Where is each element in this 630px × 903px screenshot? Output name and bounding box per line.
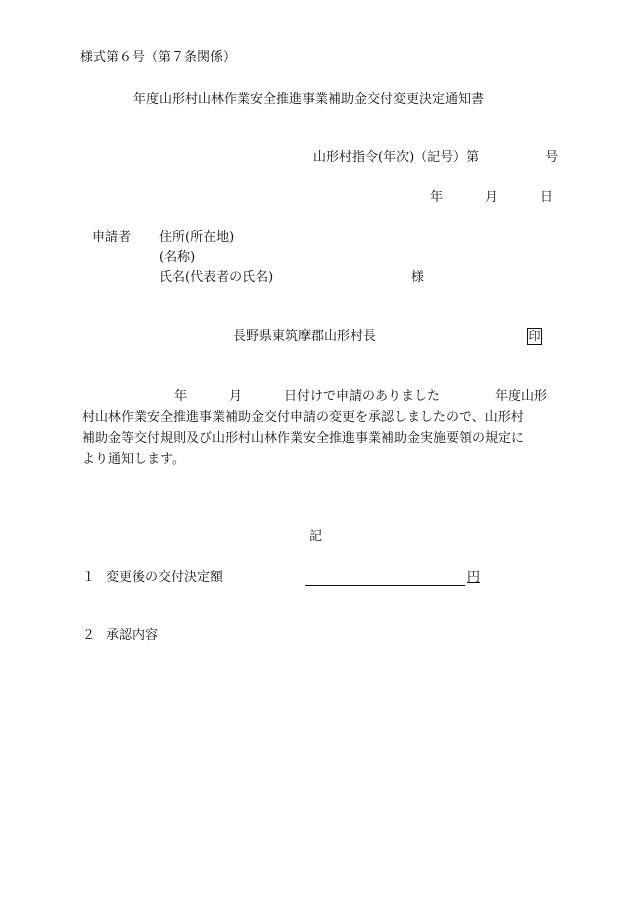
applicant-address: 住所(所在地) — [159, 230, 235, 245]
date-year: 年 — [430, 190, 444, 205]
date-month: 月 — [485, 190, 499, 205]
document-title: 年度山形村山林作業安全推進事業補助金交付変更決定通知書 — [133, 92, 485, 107]
issuer-name: 長野県東筑摩郡山形村長 — [233, 329, 377, 344]
item-1-number: １ — [82, 570, 96, 585]
amount-field — [305, 570, 480, 586]
applicant-name-org: (名称) — [159, 250, 196, 265]
issue-date — [430, 190, 553, 206]
body-text2: 年度山形 — [495, 389, 548, 404]
item-2-number: ２ — [82, 628, 96, 643]
body-line-2: 村山林作業安全推進事業補助金交付申請の変更を承認しましたので、山形村 — [82, 410, 524, 425]
reference-number — [313, 150, 558, 166]
ki-heading: 記 — [309, 529, 323, 544]
item-2-label: 承認内容 — [106, 628, 159, 643]
reference-prefix: 山形村指令(年次)（記号）第 — [313, 150, 480, 165]
body-year: 年 — [174, 389, 188, 404]
body-text1: 日付けで申請のありました — [284, 389, 441, 404]
issuer-seal — [527, 328, 542, 345]
body-line-4: より通知します。 — [82, 452, 185, 467]
body-line-3: 補助金等交付規則及び山形村山林作業安全推進事業補助金実施要領の規定に — [82, 431, 525, 446]
item-1-label: 変更後の交付決定額 — [106, 570, 224, 585]
date-day: 日 — [540, 190, 554, 205]
applicant-name-rep: 氏名(代表者の氏名) — [159, 270, 274, 285]
seal-mark: 印 — [528, 329, 541, 343]
applicant-label: 申請者 — [92, 230, 132, 245]
reference-suffix: 号 — [545, 150, 559, 165]
applicant-honorific: 様 — [411, 270, 425, 285]
form-label: 様式第６号（第７条関係） — [80, 50, 237, 65]
amount-unit: 円 — [467, 570, 481, 585]
amount-underline — [305, 571, 465, 586]
body-line-1 — [82, 386, 562, 407]
body-month: 月 — [229, 389, 243, 404]
